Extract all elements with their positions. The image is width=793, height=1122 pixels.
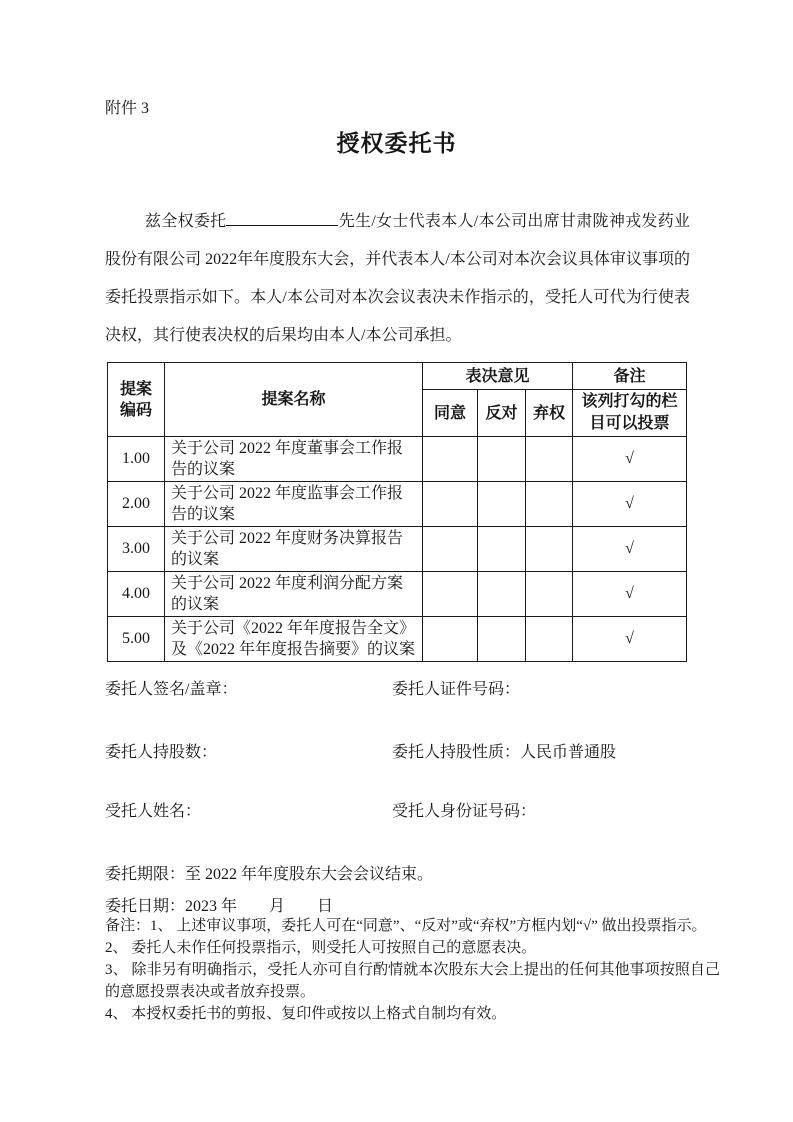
abstain-vote-cell[interactable] bbox=[526, 527, 573, 572]
proposal-name: 关于公司 2022 年度监事会工作报告的议案 bbox=[165, 482, 423, 527]
abstain-vote-cell[interactable] bbox=[526, 482, 573, 527]
voting-table bbox=[107, 362, 687, 662]
field-signer-id: 委托人证件号码： bbox=[392, 681, 521, 698]
field-date: 委托日期：2023 年 月 日 bbox=[105, 898, 334, 915]
col-header-proposal-code: 提案编码 bbox=[108, 363, 165, 437]
field-proxy-id: 受托人身份证号码： bbox=[392, 803, 537, 820]
field-row-signature bbox=[105, 676, 725, 699]
proposal-name: 关于公司 2022 年度董事会工作报告的议案 bbox=[165, 437, 423, 482]
page-title: 授权委托书 bbox=[336, 130, 457, 156]
abstain-vote-cell[interactable] bbox=[526, 437, 573, 482]
intro-suffix: 先生/女士代表本人/本公司出席甘肃陇神戎发药业股份有限公司 2022年年度股东大会，并代表本人/本公司对本次会议具体审议事项的委托投票指示如下。本人/本公司对本次会议表决未作指示的，受托人可代为行使表决权，其行使表决权的后果均由本人/本公司承担。 bbox=[105, 213, 690, 344]
col-header-agree: 同意 bbox=[423, 390, 478, 437]
field-signer-signature: 委托人签名/盖章： bbox=[105, 681, 238, 698]
note-line-1: 备注：1、 上述审议事项，委托人可在“同意”、“反对”或“弃权”方框内划“√” 做出投票指示。 bbox=[105, 918, 707, 934]
remark-check-cell: √ bbox=[573, 437, 687, 482]
proposal-name: 关于公司 2022 年度财务决算报告的议案 bbox=[165, 527, 423, 572]
note-line-2: 2、 委托人未作任何投票指示，则受托人可按照自己的意愿表决。 bbox=[105, 940, 537, 956]
field-proxy-name: 受托人姓名： bbox=[105, 803, 202, 820]
oppose-vote-cell[interactable] bbox=[478, 527, 526, 572]
col-header-proposal-name: 提案名称 bbox=[165, 363, 423, 437]
abstain-vote-cell[interactable] bbox=[526, 572, 573, 617]
agree-vote-cell[interactable] bbox=[423, 617, 478, 662]
oppose-vote-cell[interactable] bbox=[478, 572, 526, 617]
intro-prefix: 兹全权委托 bbox=[145, 213, 227, 230]
intro-paragraph bbox=[105, 203, 690, 355]
oppose-vote-cell[interactable] bbox=[478, 617, 526, 662]
field-row-shares bbox=[105, 739, 725, 762]
remark-check-cell: √ bbox=[573, 617, 687, 662]
proposal-code: 4.00 bbox=[108, 572, 165, 617]
field-term: 委托期限：至 2022 年年度股东大会会议结束。 bbox=[105, 866, 434, 883]
field-signer-share-type: 委托人持股性质：人民币普通股 bbox=[392, 744, 617, 761]
proposal-row bbox=[108, 617, 687, 662]
proposal-row bbox=[108, 527, 687, 572]
oppose-vote-cell[interactable] bbox=[478, 482, 526, 527]
table-header-row-1 bbox=[108, 363, 687, 390]
proposal-code: 2.00 bbox=[108, 482, 165, 527]
proposal-row bbox=[108, 437, 687, 482]
remark-check-cell: √ bbox=[573, 527, 687, 572]
col-header-voting-opinion: 表决意见 bbox=[423, 363, 573, 390]
col-header-remark-note: 该列打勾的栏目可以投票 bbox=[573, 390, 687, 437]
note-line-4: 4、 本授权委托书的剪报、复印件或按以上格式自制均有效。 bbox=[105, 1006, 507, 1022]
proposal-code: 5.00 bbox=[108, 617, 165, 662]
attachment-label: 附件 3 bbox=[105, 100, 150, 117]
proposal-row bbox=[108, 482, 687, 527]
proposal-name: 关于公司 2022 年度利润分配方案的议案 bbox=[165, 572, 423, 617]
field-row-proxy bbox=[105, 798, 725, 821]
delegate-name-blank[interactable] bbox=[226, 210, 338, 226]
proposal-code: 3.00 bbox=[108, 527, 165, 572]
notes-section bbox=[105, 915, 720, 1025]
proposal-row bbox=[108, 572, 687, 617]
agree-vote-cell[interactable] bbox=[423, 482, 478, 527]
note-line-3: 3、 除非另有明确指示，受托人亦可自行酌情就本次股东大会上提出的任何其他事项按照自己的意愿投票表决或者放弃投票。 bbox=[105, 962, 720, 1000]
oppose-vote-cell[interactable] bbox=[478, 437, 526, 482]
proposal-code: 1.00 bbox=[108, 437, 165, 482]
field-signer-shares: 委托人持股数： bbox=[105, 744, 218, 761]
abstain-vote-cell[interactable] bbox=[526, 617, 573, 662]
col-header-remark: 备注 bbox=[573, 363, 687, 390]
agree-vote-cell[interactable] bbox=[423, 437, 478, 482]
remark-check-cell: √ bbox=[573, 572, 687, 617]
proposal-name: 关于公司《2022 年年度报告全文》及《2022 年年度报告摘要》的议案 bbox=[165, 617, 423, 662]
agree-vote-cell[interactable] bbox=[423, 572, 478, 617]
remark-check-cell: √ bbox=[573, 482, 687, 527]
col-header-oppose: 反对 bbox=[478, 390, 526, 437]
agree-vote-cell[interactable] bbox=[423, 527, 478, 572]
col-header-abstain: 弃权 bbox=[526, 390, 573, 437]
